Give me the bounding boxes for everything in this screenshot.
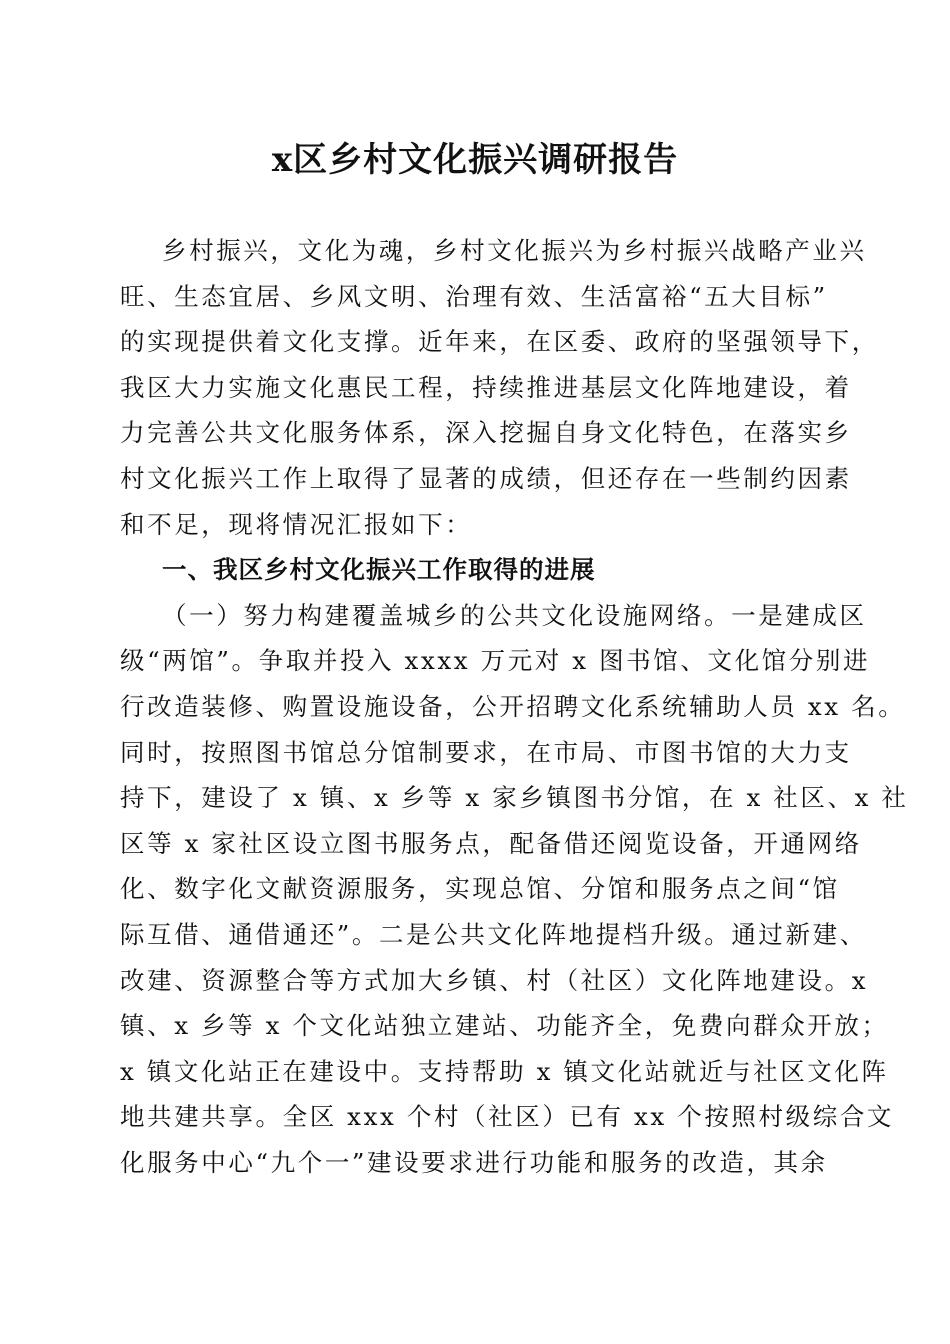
paragraph-line: 行改造装修、购置设施设备，公开招聘文化系统辅助人员 xx 名。: [120, 691, 906, 721]
subsection-line: （一）努力构建覆盖城乡的公共文化设施网络。一是建成区: [162, 600, 867, 630]
paragraph-line: 改建、资源整合等方式加大乡镇、村（社区）文化阵地建设。x: [120, 965, 869, 995]
paragraph-line: 力完善公共文化服务体系，深入挖掘自身文化特色，在落实乡: [120, 418, 852, 448]
document-body: [120, 228, 909, 1185]
paragraph-line: 我区大力实施文化惠民工程，持续推进基层文化阵地建设，着: [120, 372, 852, 402]
paragraph-line: 同时，按照图书馆总分馆制要求，在市局、市图书馆的大力支: [120, 737, 852, 767]
paragraph-line: 级“两馆”。争取并投入 xxxx 万元对 x 图书馆、文化馆分别进: [120, 646, 871, 676]
paragraph-line: 乡村振兴，文化为魂，乡村文化振兴为乡村振兴战略产业兴: [162, 236, 867, 265]
paragraph-line: 和不足，现将情况汇报如下：: [120, 509, 473, 539]
paragraph-line: 村文化振兴工作上取得了显著的成绩，但还存在一些制约因素: [120, 463, 852, 493]
paragraph-line: 镇、x 乡等 x 个文化站独立建站、功能齐全，免费向群众开放；: [120, 1011, 889, 1041]
paragraph-line: 旺、生态宜居、乡风文明、治理有效、生活富裕“五大目标”: [120, 281, 828, 311]
paragraph-line: 地共建共享。全区 xxx 个村（社区）已有 xx 个按照村级综合文: [120, 1102, 895, 1132]
paragraph-line: 区等 x 家社区设立图书服务点，配备借还阅览设备，开通网络: [120, 828, 862, 858]
paragraph-line: x 镇文化站正在建设中。支持帮助 x 镇文化站就近与社区文化阵: [120, 1056, 889, 1086]
paragraph-line: 化服务中心“九个一”建设要求进行功能和服务的改造，其余: [120, 1147, 828, 1177]
section-heading: 一、我区乡村文化振兴工作取得的进展: [162, 555, 596, 585]
document-title: x区乡村文化振兴调研报告: [271, 140, 679, 180]
paragraph-line: 的实现提供着文化支撑。近年来，在区委、政府的坚强领导下，: [120, 327, 879, 357]
paragraph-line: 化、数字化文献资源服务，实现总馆、分馆和服务点之间“馆: [120, 874, 840, 904]
paragraph-line: 持下，建设了 x 镇、x 乡等 x 家乡镇图书分馆，在 x 社区、x 社: [120, 783, 909, 813]
paragraph-line: 际互借、通借通还”。二是公共文化阵地提档升级。通过新建、: [120, 919, 867, 949]
